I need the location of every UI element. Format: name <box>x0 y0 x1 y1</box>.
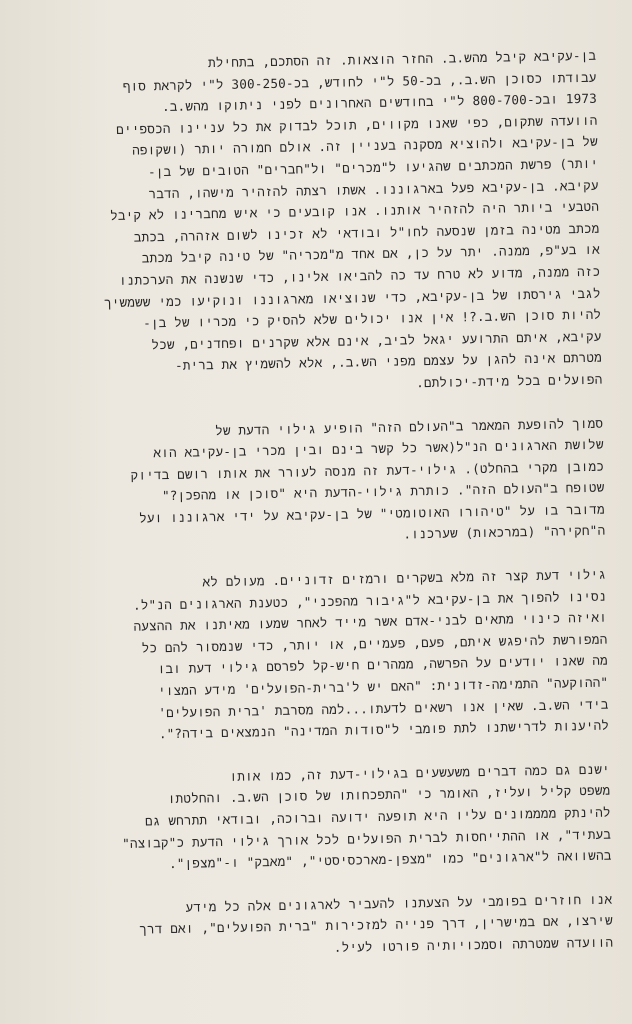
text-line: עבודתו כסוכן הש.ב., בכ-50 ל"י לחודש, בכ-300-250 ל"י לקראת סוף <box>122 69 597 94</box>
text-line: להינתק ממממונים עליו היא תופעה ידועה וברוכה, ובודאי תתרחש גם <box>144 804 611 829</box>
text-line: של בן-עקיבא ולהוציא מסקנה בעניין זה. אולם חמורה יותר (ושקופה <box>132 134 598 159</box>
text-line: 1973 ובכ-800-700 ל"י בחודשים האחרונים לפני ניתוקו מהש.ב. <box>161 90 598 115</box>
text-line: להיות סוכן הש.ב.?! אין אנו יכולים שלא להסיק כי מכריו של בן- <box>142 306 602 331</box>
text-line: מטרתם אינה להגן על עצמם מפני הש.ב., אלא להשמיץ את ברית- <box>174 349 603 374</box>
text-line: שלושת הארגונים הנ"ל(אשר כל קשר בינם ובין מכרי בן-עקיבא הוא <box>153 436 604 461</box>
text-line: הוועדה שמטרתה וסמכויותיה פורטו לעיל. <box>333 934 614 955</box>
text-line: עקיבא, איתם התרועע יגאל לביב, אינם אלא שקרנים ופחדנים, שכל <box>151 328 602 353</box>
paragraph-2 <box>53 412 605 552</box>
text-line: מדובר בו על "טיהורו האוטומטי" של בן-עקיבא על ידי ארגוננו ועל <box>139 501 606 526</box>
text-line: לגבי גירסתו של בן-עקיבא, כדי שנוציאו מארגוננו ונוקיעו כמי ששמשיך <box>103 285 601 310</box>
text-line: בידי הש.ב. שאין אנו רשאים לדעתו...למה מסרבת 'ברית הפועלים' <box>158 696 609 720</box>
text-line: בן-עקיבא קיבל מהש.ב. החזר הוצאות. זה הסתכם, בתחילת <box>207 47 597 71</box>
text-line: המפורשת להיפגש איתם, פעם, פעמיים, או יותר, כדי שנמסור להם כל <box>141 631 608 656</box>
paragraph-5 <box>62 888 613 963</box>
text-line: גילוי דעת קצר זה מלא בשקרים ורמזים זדוניים. מעולם לא <box>202 566 607 590</box>
text-line: עקיבא. בן-עקיבא פעל בארגוננו. אשתו רצתה להזהיר מישהו, הדבר <box>148 177 599 201</box>
text-line: שירצו, אם במישרין, דרך פנייה למזכירות "ברית הפועלים", ואם דרך <box>139 912 613 938</box>
text-line: נסינו להפוך את בן-עקיבא ל"גיבור מהפכני", כטענת הארגונים הנ"ל. <box>132 588 607 613</box>
text-line: בהשוואה ל"ארגונים" כמו "מצפן-מארכסיסטי", "מאבק" ו-"מצפן". <box>168 847 612 872</box>
text-line: "ההוקעה" התמימה-זדונית: "האם יש ל'ברית-הפועלים' מידע המצוי <box>157 674 609 699</box>
text-line: כזה ממנה, מדוע לא טרח עד כה להביאו אלינו, כדי שנשנה את הערכתנו <box>118 263 601 288</box>
text-line: הפועלים בכל מידת-יכולתם. <box>415 371 603 391</box>
text-line: ה"חקירה" (במרכאות) שערכנו. <box>403 523 606 542</box>
text-line: הוועדה שתקום, כפי שאנו מקווים, תוכל לבדוק את כל עניינו הכספיים <box>116 112 598 137</box>
paragraph-4 <box>60 758 612 877</box>
paragraph-1 <box>46 45 603 401</box>
text-line: מה שאנו יודעים על הפרשה, ממהרים חיש-קל לפרסם גילוי דעת ובו <box>157 653 608 677</box>
text-line: סמוך להופעת המאמר ב"העולם הזה" הופיע גילוי הדעת של <box>215 415 604 438</box>
text-line: ישנם גם כמה דברים משעשעים בגילוי-דעת זה, כמו אותו <box>229 761 610 784</box>
text-line: הטבעי ביותר היה להזהיר אותנו. אנו קובעים כי איש מחברינו לא קיבל <box>109 198 600 224</box>
text-line: להיענות לדרישתנו לתת פומבי ל"סודות המדינה" הנמצאים בידה?". <box>158 717 610 742</box>
text-line: ואיזה כינוי מתאים לבני-אדם אשר מייד לאחר שמעו מאיתנו את ההצעה <box>133 609 608 634</box>
text-line: בעתיד", או ההתייחסות לברית הפועלים לכל אורך גילוי הדעת כ"קבוצה" <box>121 826 612 851</box>
text-line: מכתב מטינה בזמן שנסעה לחו"ל ובודאי לא זכינו לשום אזהרה, בכתב <box>133 220 600 245</box>
text-line: כמובן מקרי בהחלט). גילוי-דעת זה מנסה לעורר את אותו רושם בדיוק <box>130 458 605 483</box>
document-body <box>46 45 613 964</box>
text-line: שטופח ב"העולם הזה". כותרת גילוי-הדעת היא "סוכן או מהפכן?" <box>161 479 605 504</box>
text-line: יותר) פרשת המכתבים שהגיעו ל"מכרים" ול"חברים" הטובים של בן- <box>147 155 599 180</box>
text-line: משפט קליל ועליז, האומר כי "התפכחותו של סוכן הש.ב. והחלטתו <box>167 782 611 807</box>
text-line: או בע"פ, ממנה. יתר על כן, אם אחד מ"מכריה" של טינה קיבל מכתב <box>141 242 601 266</box>
text-line: אנו חוזרים בפומבי על הצעתנו להעביר לארגונים אלה כל מידע <box>185 891 613 915</box>
paragraph-3 <box>56 564 609 747</box>
